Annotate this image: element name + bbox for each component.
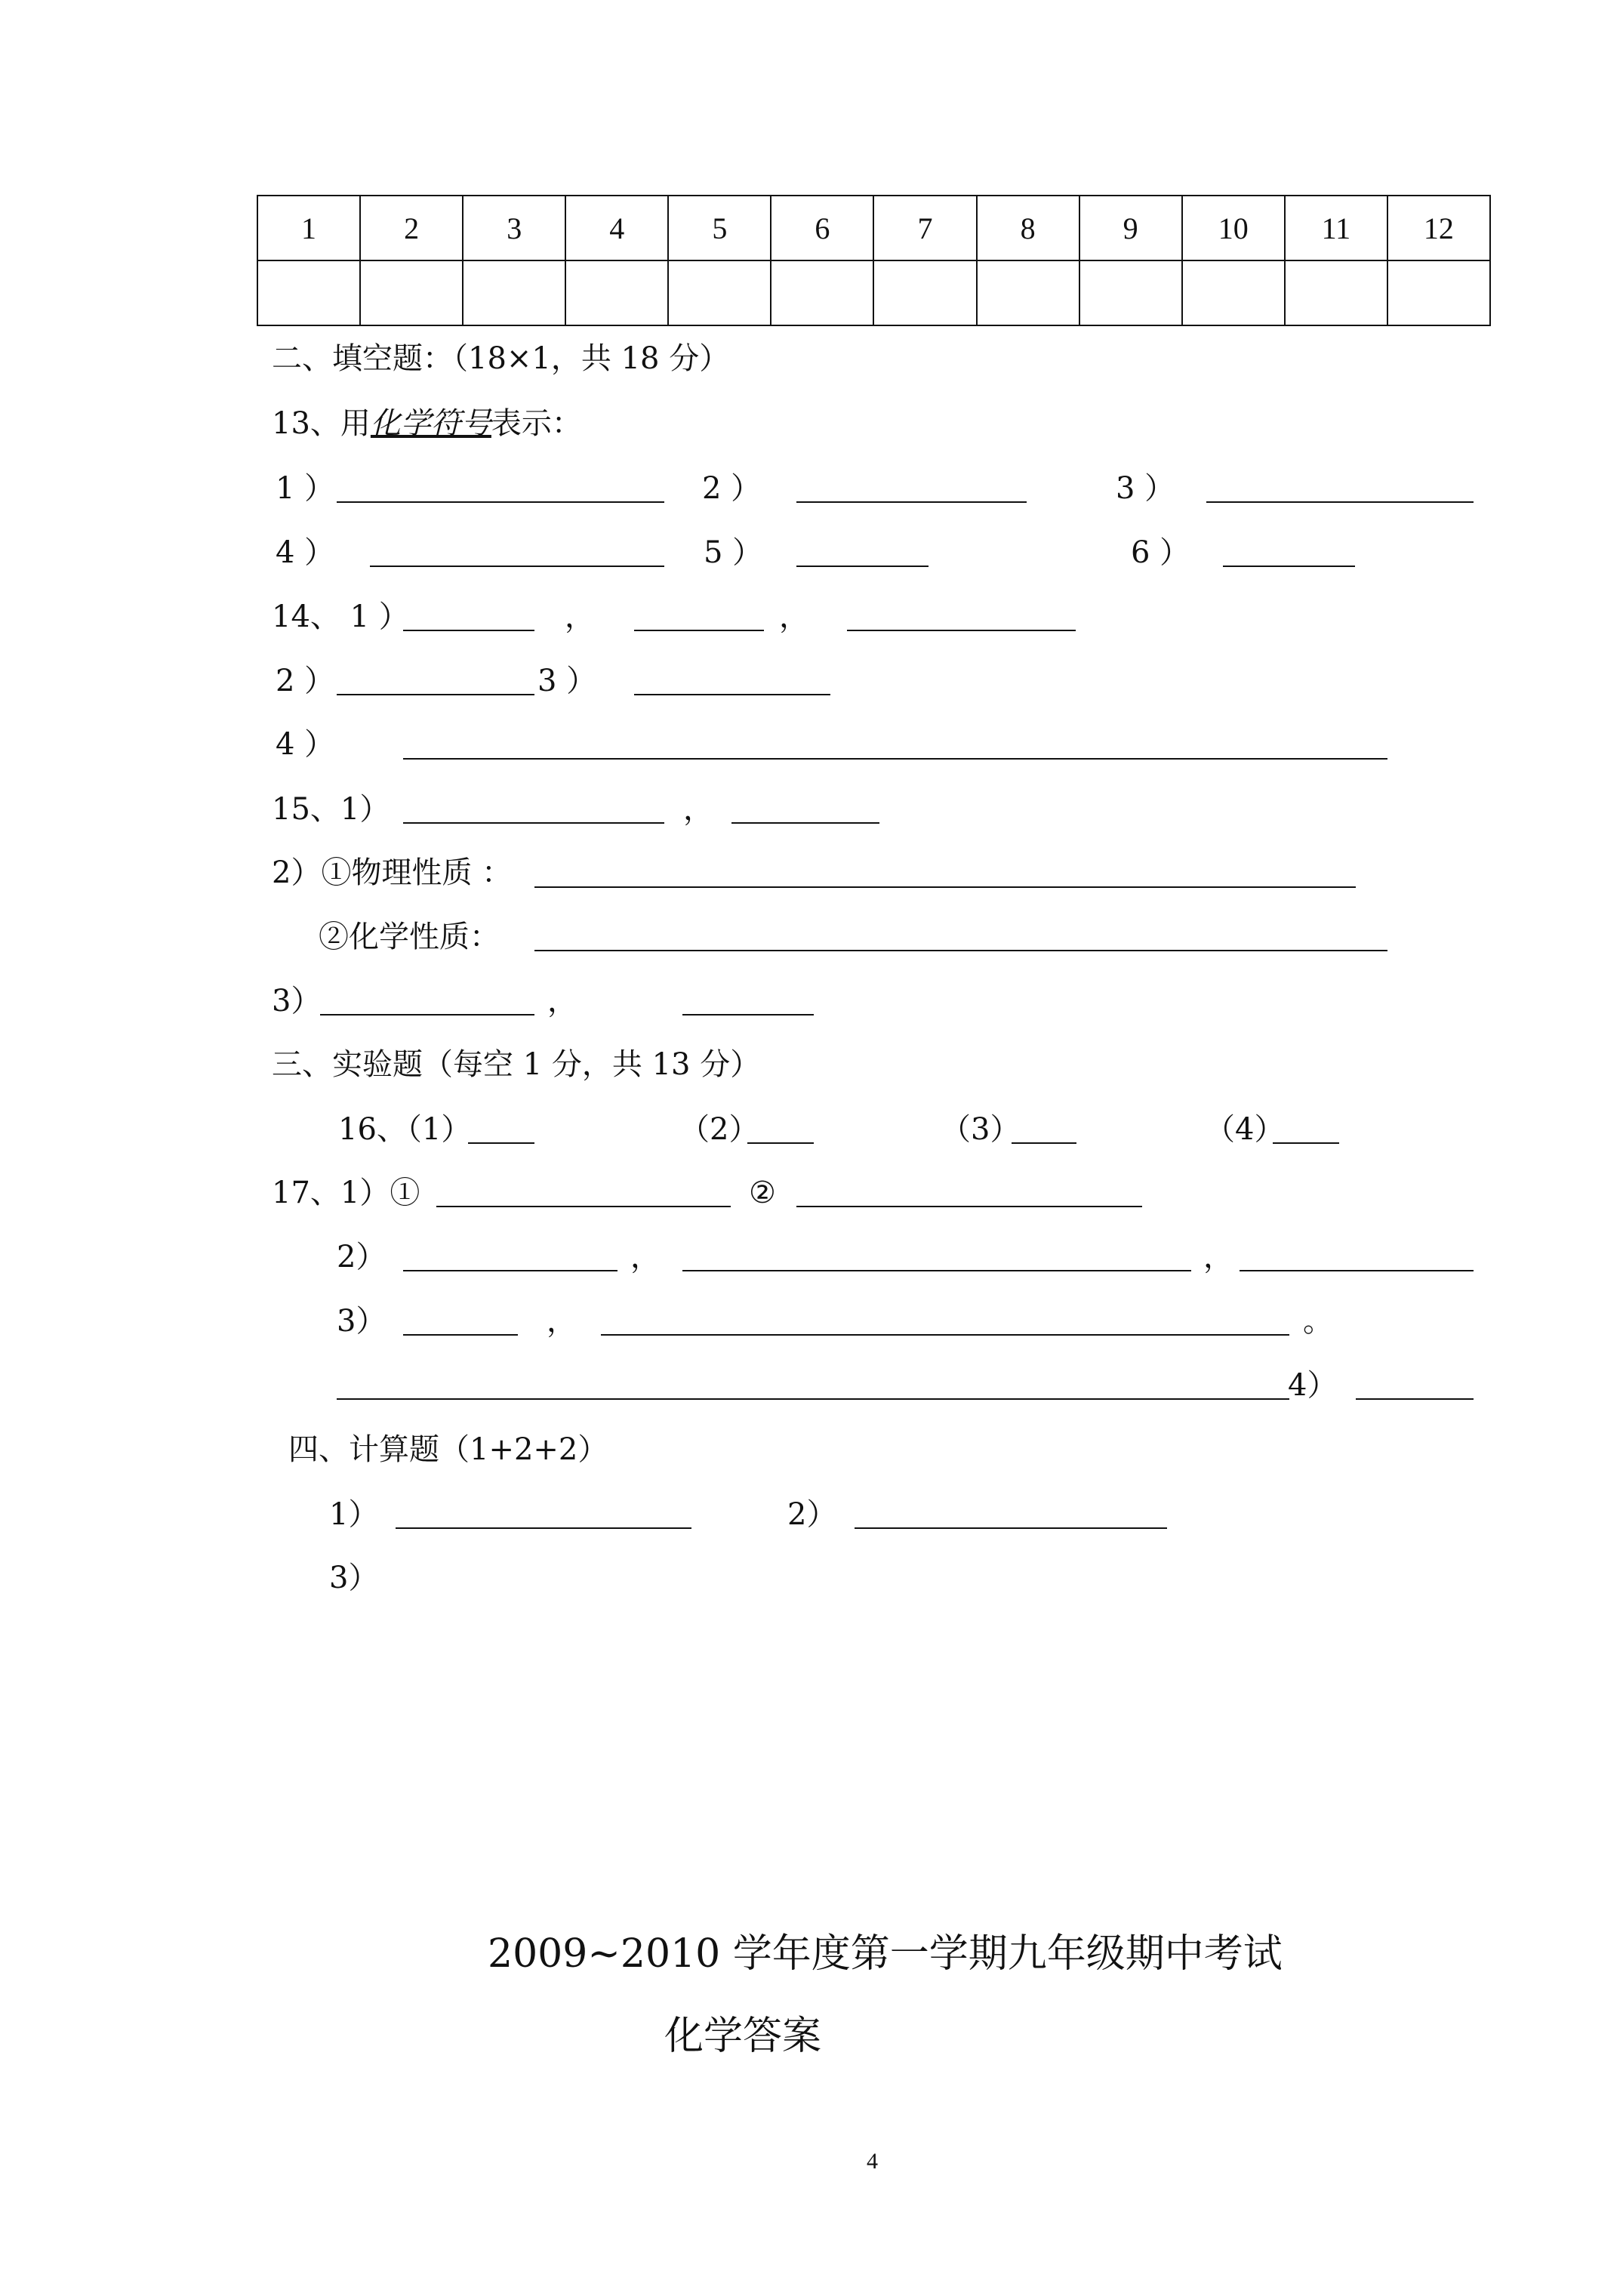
answer-blank[interactable]: [436, 1206, 731, 1207]
answer-cell[interactable]: [668, 260, 771, 325]
q17-comma: ，: [547, 1304, 577, 1339]
answer-blank[interactable]: [796, 566, 929, 567]
answer-table-answer-row: [257, 260, 1490, 325]
answer-blank[interactable]: [682, 1014, 814, 1015]
answer-blank[interactable]: [534, 886, 1356, 888]
answer-cell[interactable]: [1387, 260, 1490, 325]
answer-blank[interactable]: [855, 1527, 1167, 1529]
answer-blank[interactable]: [601, 1334, 1289, 1336]
answer-blank[interactable]: [634, 630, 764, 631]
answer-blank[interactable]: [847, 630, 1076, 631]
answer-blank[interactable]: [1356, 1398, 1474, 1400]
q-calc-label-3: 3）: [329, 1561, 379, 1595]
q14-comma: ，: [779, 599, 809, 634]
table-cell: 12: [1387, 196, 1490, 260]
table-cell: 5: [668, 196, 771, 260]
answer-blank[interactable]: [1273, 1142, 1339, 1144]
q16-label-1: 16、（1）: [338, 1112, 472, 1147]
exam-title: 2009~2010 学年度第一学期九年级期中考试: [488, 1931, 1283, 1977]
answer-blank[interactable]: [1012, 1142, 1076, 1144]
q13-label-4: 4 ）: [276, 535, 335, 570]
q14-comma: ，: [565, 599, 595, 634]
q13-label-2: 2 ）: [702, 471, 762, 506]
answer-blank[interactable]: [370, 566, 664, 567]
q13-label-1: 1 ）: [276, 471, 335, 506]
answer-cell[interactable]: [463, 260, 565, 325]
q17-label-3: 3）: [337, 1304, 387, 1339]
table-cell: 11: [1285, 196, 1387, 260]
answer-blank[interactable]: [403, 1334, 518, 1336]
table-cell: 7: [873, 196, 976, 260]
section3-heading: 三、实验题（每空 1 分，共 13 分）: [272, 1047, 761, 1082]
answer-cell[interactable]: [257, 260, 360, 325]
answer-blank[interactable]: [396, 1527, 691, 1529]
table-cell: 10: [1182, 196, 1285, 260]
answer-blank[interactable]: [796, 501, 1027, 503]
table-cell: 3: [463, 196, 565, 260]
answer-cell[interactable]: [873, 260, 976, 325]
answer-cell[interactable]: [771, 260, 873, 325]
q17-circle-2: ②: [749, 1176, 776, 1210]
answer-blank[interactable]: [320, 1014, 534, 1015]
answer-blank[interactable]: [337, 1398, 1289, 1400]
q14-label-3: 3 ）: [537, 664, 597, 698]
q13-prompt: [272, 408, 582, 439]
q14-label-4: 4 ）: [276, 727, 335, 762]
answer-blank[interactable]: [682, 1270, 1191, 1271]
answer-blank[interactable]: [468, 1142, 534, 1144]
q15-comma: ，: [683, 792, 713, 827]
answer-blank[interactable]: [634, 694, 830, 695]
q14-label-2: 2 ）: [276, 664, 335, 698]
answer-cell[interactable]: [1182, 260, 1285, 325]
q-calc-label-1: 1）: [329, 1497, 379, 1532]
q15-label-2a: 2）①物理性质 ：: [272, 855, 513, 890]
q17-label-4: 4）: [1288, 1368, 1338, 1403]
answer-blank[interactable]: [534, 950, 1387, 951]
answer-blank[interactable]: [1223, 566, 1355, 567]
section4-heading: 四、计算题（1+2+2）: [288, 1432, 608, 1467]
q17-comma: ，: [1203, 1240, 1233, 1274]
answer-blank[interactable]: [1206, 501, 1474, 503]
q-calc-label-2: 2）: [787, 1497, 837, 1532]
answer-blank[interactable]: [403, 630, 534, 631]
answer-blank[interactable]: [337, 694, 534, 695]
answer-blank[interactable]: [403, 758, 1387, 760]
q16-label-2: （2）: [679, 1112, 759, 1147]
answer-title: 化学答案: [664, 2014, 822, 2059]
q13-prefix: 13、用: [272, 406, 371, 441]
q13-suffix: 表示：: [491, 406, 582, 441]
answer-cell[interactable]: [1285, 260, 1387, 325]
q13-label-6: 6 ）: [1131, 535, 1190, 570]
q13-emphasis: 化学符号: [370, 406, 491, 441]
answer-cell[interactable]: [360, 260, 463, 325]
answer-blank[interactable]: [796, 1206, 1142, 1207]
table-cell: 9: [1079, 196, 1182, 260]
q16-label-3: （3）: [941, 1112, 1021, 1147]
answer-blank[interactable]: [731, 822, 879, 824]
answer-blank[interactable]: [403, 822, 664, 824]
q16-label-4: （4）: [1205, 1112, 1285, 1147]
q15-label-3: 3）: [272, 984, 322, 1019]
section2-heading: 二、填空题：（18×1，共 18 分）: [272, 341, 730, 376]
q14-label-1: 14、 1 ）: [272, 599, 409, 634]
q17-label-1: 17、1）①: [272, 1176, 420, 1210]
q15-label-2b: ②化学性质：: [319, 920, 500, 954]
table-cell: 6: [771, 196, 873, 260]
q17-comma: ，: [630, 1240, 661, 1274]
answer-blank[interactable]: [337, 501, 664, 503]
table-cell: 1: [257, 196, 360, 260]
answer-table-header-row: [257, 196, 1490, 260]
answer-blank[interactable]: [403, 1270, 617, 1271]
table-cell: 2: [360, 196, 463, 260]
answer-cell[interactable]: [977, 260, 1079, 325]
page-number: 4: [867, 2149, 878, 2174]
table-cell: 8: [977, 196, 1079, 260]
q13-label-5: 5 ）: [704, 535, 763, 570]
q17-period: 。: [1303, 1304, 1333, 1339]
answer-blank[interactable]: [1240, 1270, 1474, 1271]
q15-label-1: 15、1）: [272, 792, 390, 827]
answer-table: [257, 195, 1491, 326]
answer-cell[interactable]: [1079, 260, 1182, 325]
answer-cell[interactable]: [565, 260, 668, 325]
table-cell: 4: [565, 196, 668, 260]
q13-label-3: 3 ）: [1116, 471, 1175, 506]
q15-comma: ，: [547, 984, 577, 1019]
q17-label-2: 2）: [337, 1240, 387, 1274]
answer-blank[interactable]: [747, 1142, 814, 1144]
